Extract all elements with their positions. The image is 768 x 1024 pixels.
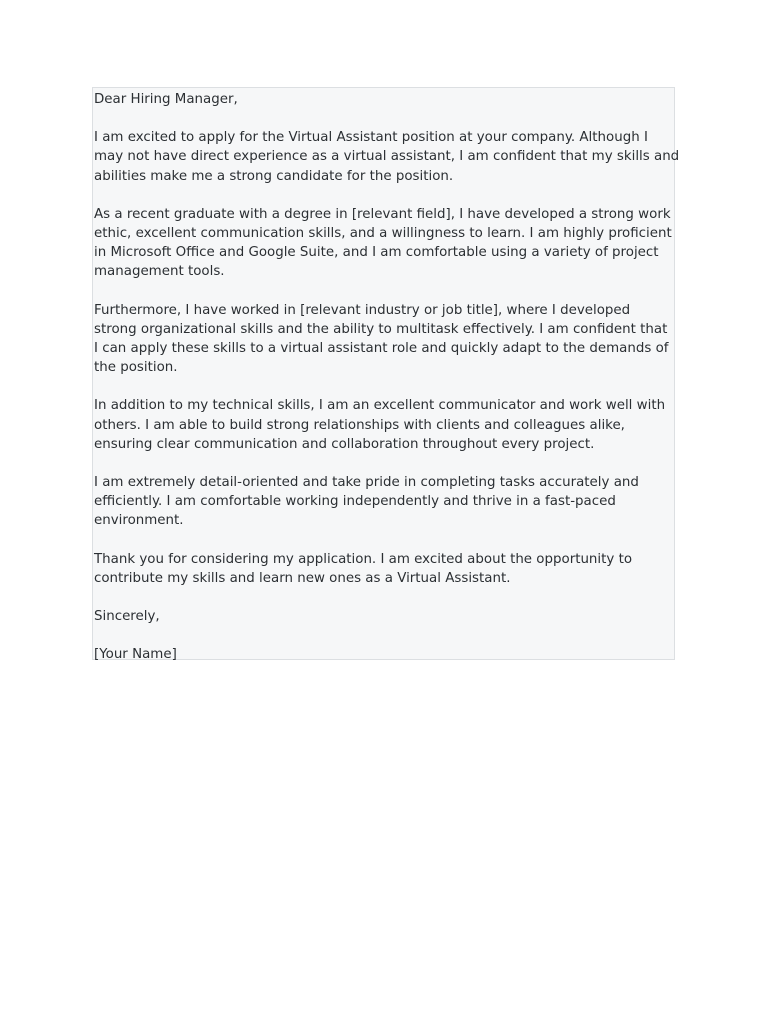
text-line: efficiently. I am comfortable working independently and thrive in a fast-paced (94, 494, 616, 510)
text-line: Furthermore, I have worked in [relevant industry or job title], where I developed (94, 302, 631, 318)
text-line: abilities make me a strong candidate for the position. (94, 168, 454, 184)
salutation: Dear Hiring Manager, (94, 92, 238, 107)
text-line: environment. (94, 513, 184, 529)
paragraph-experience (94, 301, 674, 378)
text-line: in Microsoft Office and Google Suite, and I am comfortable using a variety of project (94, 245, 659, 261)
paragraph-education (94, 205, 674, 282)
text-line: may not have direct experience as a virtual assistant, I am confident that my skills and (94, 149, 680, 165)
text-line: contribute my skills and learn new ones as a Virtual Assistant. (94, 570, 511, 586)
paragraph-detail (94, 473, 674, 531)
cover-letter (92, 87, 680, 663)
paragraph-thanks (94, 550, 674, 588)
text-line: ethic, excellent communication skills, and a willingness to learn. I am highly proficient (94, 226, 672, 242)
closing: Sincerely, (94, 609, 160, 625)
text-line: As a recent graduate with a degree in [relevant field], I have developed a strong work (94, 206, 671, 222)
text-line: I am extremely detail-oriented and take pride in completing tasks accurately and (94, 475, 639, 491)
text-line: Thank you for considering my application. I am excited about the opportunity to (94, 551, 633, 567)
paragraph-intro (94, 128, 680, 186)
text-line: others. I am able to build strong relationships with clients and colleagues alike, (94, 417, 625, 433)
text-line: I am excited to apply for the Virtual Assistant position at your company. Although I (94, 130, 648, 146)
text-line: ensuring clear communication and collaboration throughout every project. (94, 436, 595, 452)
text-line: I can apply these skills to a virtual assistant role and quickly adapt to the demands of (94, 341, 669, 357)
text-line: In addition to my technical skills, I am an excellent communicator and work well with (94, 398, 666, 414)
text-line: the position. (94, 360, 178, 376)
signature: [Your Name] (94, 647, 177, 663)
text-line: strong organizational skills and the ability to multitask effectively. I am confident that (94, 321, 668, 337)
text-line: management tools. (94, 264, 225, 280)
paragraph-communication (94, 396, 674, 454)
